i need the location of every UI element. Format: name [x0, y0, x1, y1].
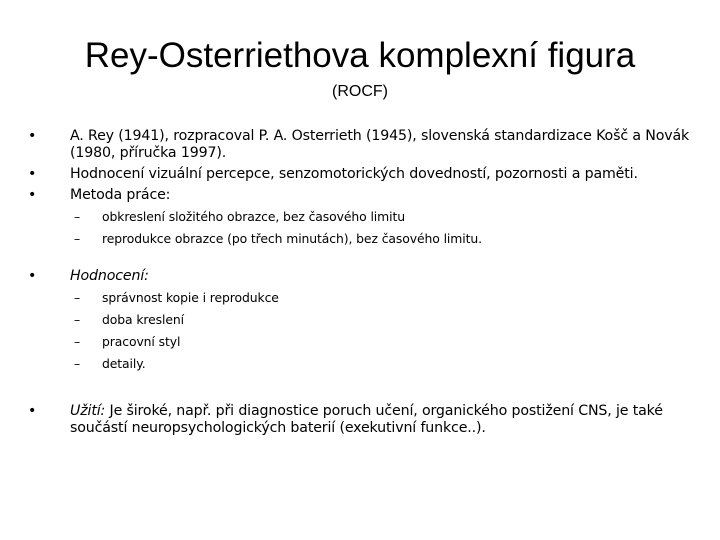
- bullet-method: [28, 187, 700, 204]
- evaluation-subitem: [28, 353, 700, 375]
- bullet-list: [28, 128, 700, 437]
- subitem-text: detaily.: [102, 356, 146, 371]
- method-subitem: [28, 228, 700, 250]
- subitem-text: pracovní styl: [102, 334, 181, 349]
- bullet-usage: [28, 403, 700, 437]
- bullet-mark: •: [28, 268, 37, 284]
- bullet-text: Je široké, např. při diagnostice poruch učení, organického postižení CNS, je také součástí neuropsychologických baterií (exekutivní funkce..).: [70, 403, 663, 436]
- bullet-mark: •: [28, 166, 37, 182]
- dash-mark: –: [74, 334, 81, 349]
- slide-title: Rey-Osterriethova komplexní figura: [84, 36, 636, 75]
- subitem-text: doba kreslení: [102, 312, 184, 327]
- dash-mark: –: [74, 312, 81, 327]
- dash-mark: –: [74, 209, 81, 224]
- bullet-mark: •: [28, 187, 37, 203]
- dash-mark: –: [74, 290, 81, 305]
- bullet-history: [28, 128, 700, 162]
- dash-mark: –: [74, 231, 81, 246]
- evaluation-subitem: [28, 331, 700, 353]
- bullet-mark: •: [28, 403, 37, 419]
- dash-mark: –: [74, 356, 81, 371]
- bullet-mark: •: [28, 128, 37, 144]
- slide-subtitle: (ROCF): [332, 83, 388, 100]
- evaluation-subitem: [28, 309, 700, 331]
- bullet-assessment-areas: [28, 166, 700, 183]
- bullet-label: Hodnocení:: [70, 268, 149, 284]
- subitem-text: správnost kopie i reprodukce: [102, 290, 279, 305]
- evaluation-subitem: [28, 287, 700, 309]
- bullet-text: Hodnocení vizuální percepce, senzomotorických dovedností, pozornosti a paměti.: [70, 166, 638, 182]
- bullet-label: Užití:: [70, 403, 106, 419]
- subitem-text: reprodukce obrazce (po třech minutách), bez časového limitu.: [102, 231, 482, 246]
- bullet-text: Metoda práce:: [70, 187, 171, 203]
- bullet-text: A. Rey (1941), rozpracoval P. A. Osterrieth (1945), slovenská standardizace Košč a Novák (1980, příručka 1997).: [70, 128, 690, 161]
- method-subitem: [28, 206, 700, 228]
- bullet-evaluation: [28, 268, 700, 285]
- subitem-text: obkreslení složitého obrazce, bez časového limitu: [102, 209, 405, 224]
